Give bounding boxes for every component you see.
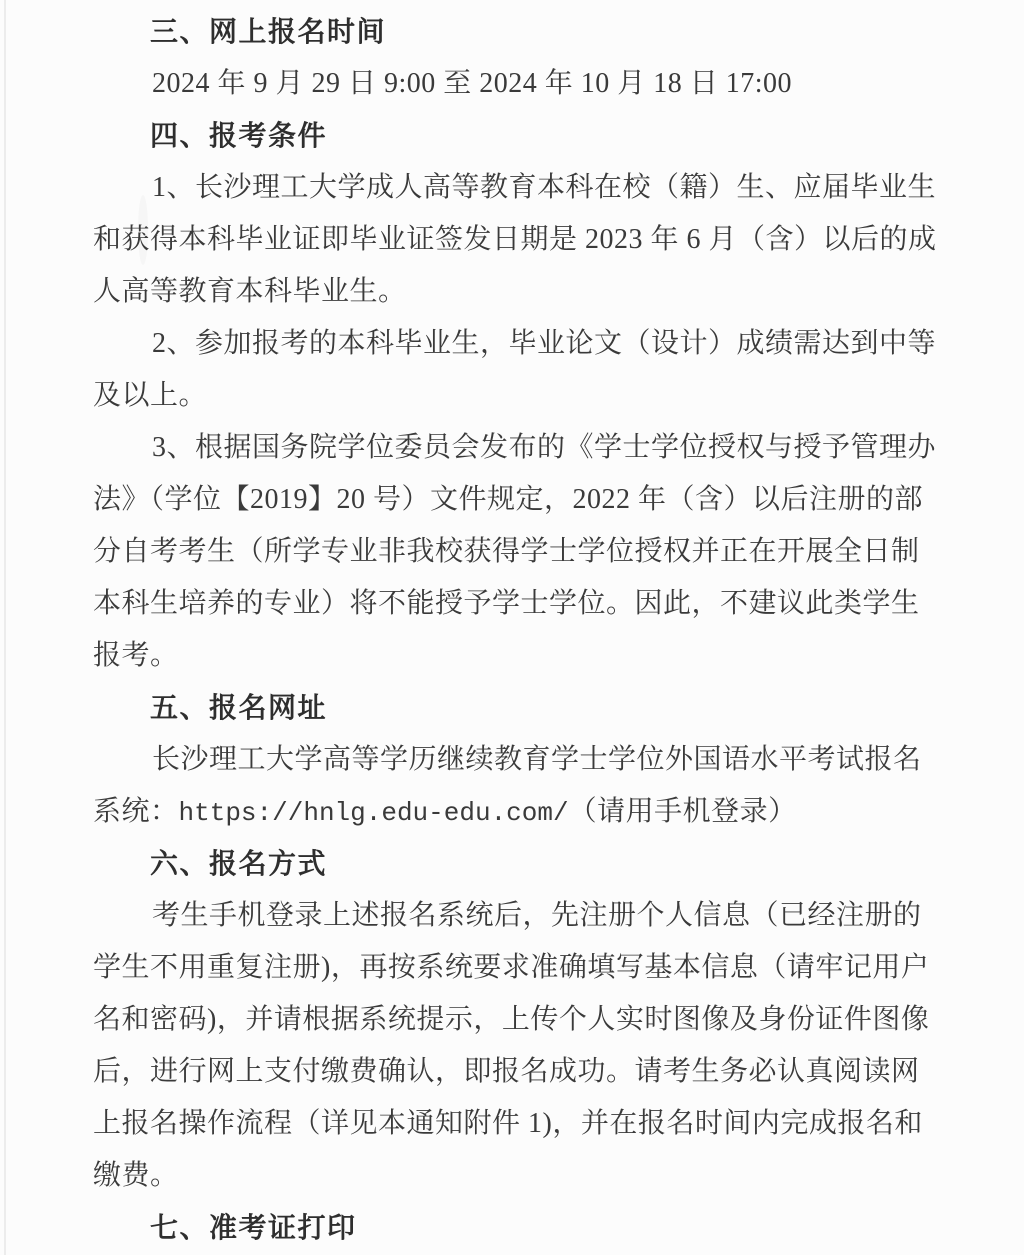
section [93,838,938,1202]
text-line: 后，进行网上支付缴费确认，即报名成功。请考生务必认真阅读网 [93,1056,920,1087]
text-line: 3、根据国务院学位委员会发布的《学士学位授权与授予管理办 [152,432,937,463]
text-segment: 系统： [93,796,179,827]
text-line: 上报名操作流程（详见本通知附件 1)，并在报名时间内完成报名和 [93,1108,923,1139]
text-line: 长沙理工大学高等学历继续教育学士学位外国语水平考试报名 [152,744,922,775]
section-heading: 七、准考证打印 [150,1212,357,1243]
text-line: 2、参加报考的本科毕业生，毕业论文（设计）成绩需达到中等 [152,328,937,359]
section [93,1202,938,1254]
text-line: 分自考考生（所学专业非我校获得学士学位授权并正在开展全日制 [93,536,920,567]
text-line: 1、长沙理工大学成人高等教育本科在校（籍）生、应届毕业生 [152,172,937,203]
section-heading: 五、报名网址 [150,692,328,723]
section [93,6,938,110]
text-line: 本科生培养的专业）将不能授予学士学位。因此，不建议此类学生 [93,588,920,619]
scan-edge-artifact [4,0,6,1255]
section [93,682,938,838]
text-line [93,786,938,838]
text-line: 法》（学位【2019】20 号）文件规定，2022 年（含）以后注册的部 [93,484,924,515]
text-line: 名和密码)，并请根据系统提示，上传个人实时图像及身份证件图像 [93,1004,930,1035]
document-page [93,6,938,1254]
text-line: 缴费。 [93,1160,179,1191]
section [93,110,938,682]
text-line: 学生不用重复注册)，再按系统要求准确填写基本信息（请牢记用户 [93,952,930,983]
section-heading: 六、报名方式 [150,848,328,879]
registration-url: https://hnlg.edu-edu.com/ [178,798,569,828]
section-heading: 四、报考条件 [150,120,328,151]
text-segment: （请用手机登录） [568,796,797,827]
section-heading: 三、网上报名时间 [150,16,387,47]
text-line: 报考。 [93,640,179,671]
text-line: 人高等教育本科毕业生。 [93,276,407,307]
text-line: 及以上。 [93,380,208,411]
text-line: 考生手机登录上述报名系统后，先注册个人信息（已经注册的 [152,900,922,931]
text-line: 和获得本科毕业证即毕业证签发日期是 2023 年 6 月（含）以后的成 [93,224,937,255]
text-line: 2024 年 9 月 29 日 9:00 至 2024 年 10 月 18 日 17:00 [152,68,793,99]
